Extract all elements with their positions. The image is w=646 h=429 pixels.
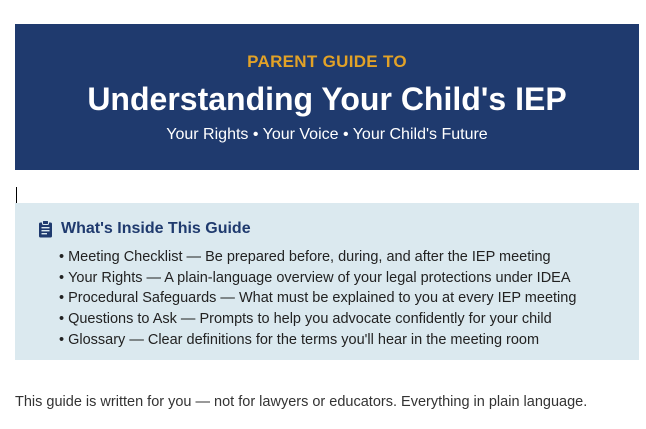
contents-callout xyxy=(15,203,639,360)
bullet: • xyxy=(59,249,65,265)
list-item xyxy=(59,330,576,351)
list-item xyxy=(59,288,576,309)
page-title: Understanding Your Child's IEP xyxy=(87,81,567,117)
list-item-text: Meeting Checklist — Be prepared before, during, and after the IEP meeting xyxy=(68,249,551,265)
contents-heading xyxy=(38,220,251,238)
list-item-text: Questions to Ask — Prompts to help you advocate confidently for your child xyxy=(68,311,552,328)
bullet: • xyxy=(59,269,65,286)
banner-eyebrow: PARENT GUIDE TO xyxy=(247,52,407,71)
list-item xyxy=(59,247,576,268)
title-banner xyxy=(15,24,639,170)
bullet: • xyxy=(59,311,65,328)
list-item xyxy=(59,309,576,330)
list-item-text: Procedural Safeguards — What must be explained to you at every IEP meeting xyxy=(68,290,577,307)
contents-list xyxy=(59,247,576,351)
text-cursor xyxy=(16,187,17,203)
banner-subtitle: Your Rights • Your Voice • Your Child's Future xyxy=(166,126,488,143)
bullet: • xyxy=(59,331,65,348)
contents-heading-text: What's Inside This Guide xyxy=(61,220,251,237)
intro-paragraph: This guide is written for you — not for lawyers or educators. Everything in plain language. xyxy=(15,394,588,410)
clipboard-icon xyxy=(38,220,53,238)
list-item xyxy=(59,268,576,289)
list-item-text: Your Rights — A plain-language overview of your legal protections under IDEA xyxy=(68,269,571,286)
list-item-text: Glossary — Clear definitions for the terms you'll hear in the meeting room xyxy=(68,331,540,348)
bullet: • xyxy=(59,290,65,307)
